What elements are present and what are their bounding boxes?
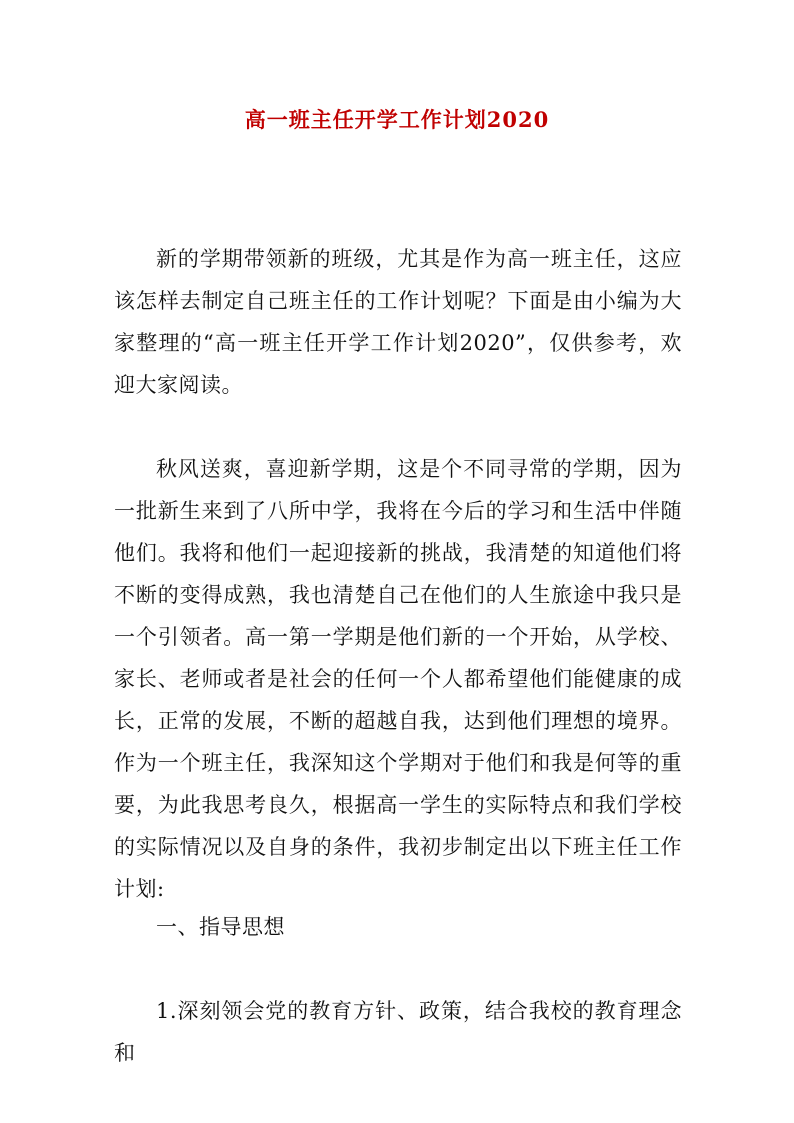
body-paragraph: 秋风送爽，喜迎新学期，这是个不同寻常的学期，因为一批新生来到了八所中学，我将在今后的学习和生活中伴随他们。我将和他们一起迎接新的挑战，我清楚的知道他们将不断的变得成熟，我也清楚自己在他们的人生旅途中我只是一个引领者。高一第一学期是他们新的一个开始，从学校、家长、老师或者是社会的任何一个人都希望他们能健康的成长，正常的发展，不断的超越自我，达到他们理想的境界。作为一个班主任，我深知这个学期对于他们和我是何等的重要，为此我思考良久，根据高一学生的实际特点和我们学校的实际情况以及自身的条件，我初步制定出以下班主任工作计划: xyxy=(114,457,682,901)
intro-paragraph: 新的学期带领新的班级，尤其是作为高一班主任，这应该怎样去制定自己班主任的工作计划呢？下面是由小编为大家整理的“高一班主任开学工作计划2020”，仅供参考，欢迎大家阅读。 xyxy=(114,247,682,397)
document-title: 高一班主任开学工作计划2020 xyxy=(244,107,550,132)
list-item-1: 1.深刻领会党的教育方针、政策，结合我校的教育理念和 xyxy=(114,999,682,1065)
section-heading-guiding-thought: 一、指导思想 xyxy=(156,915,285,939)
